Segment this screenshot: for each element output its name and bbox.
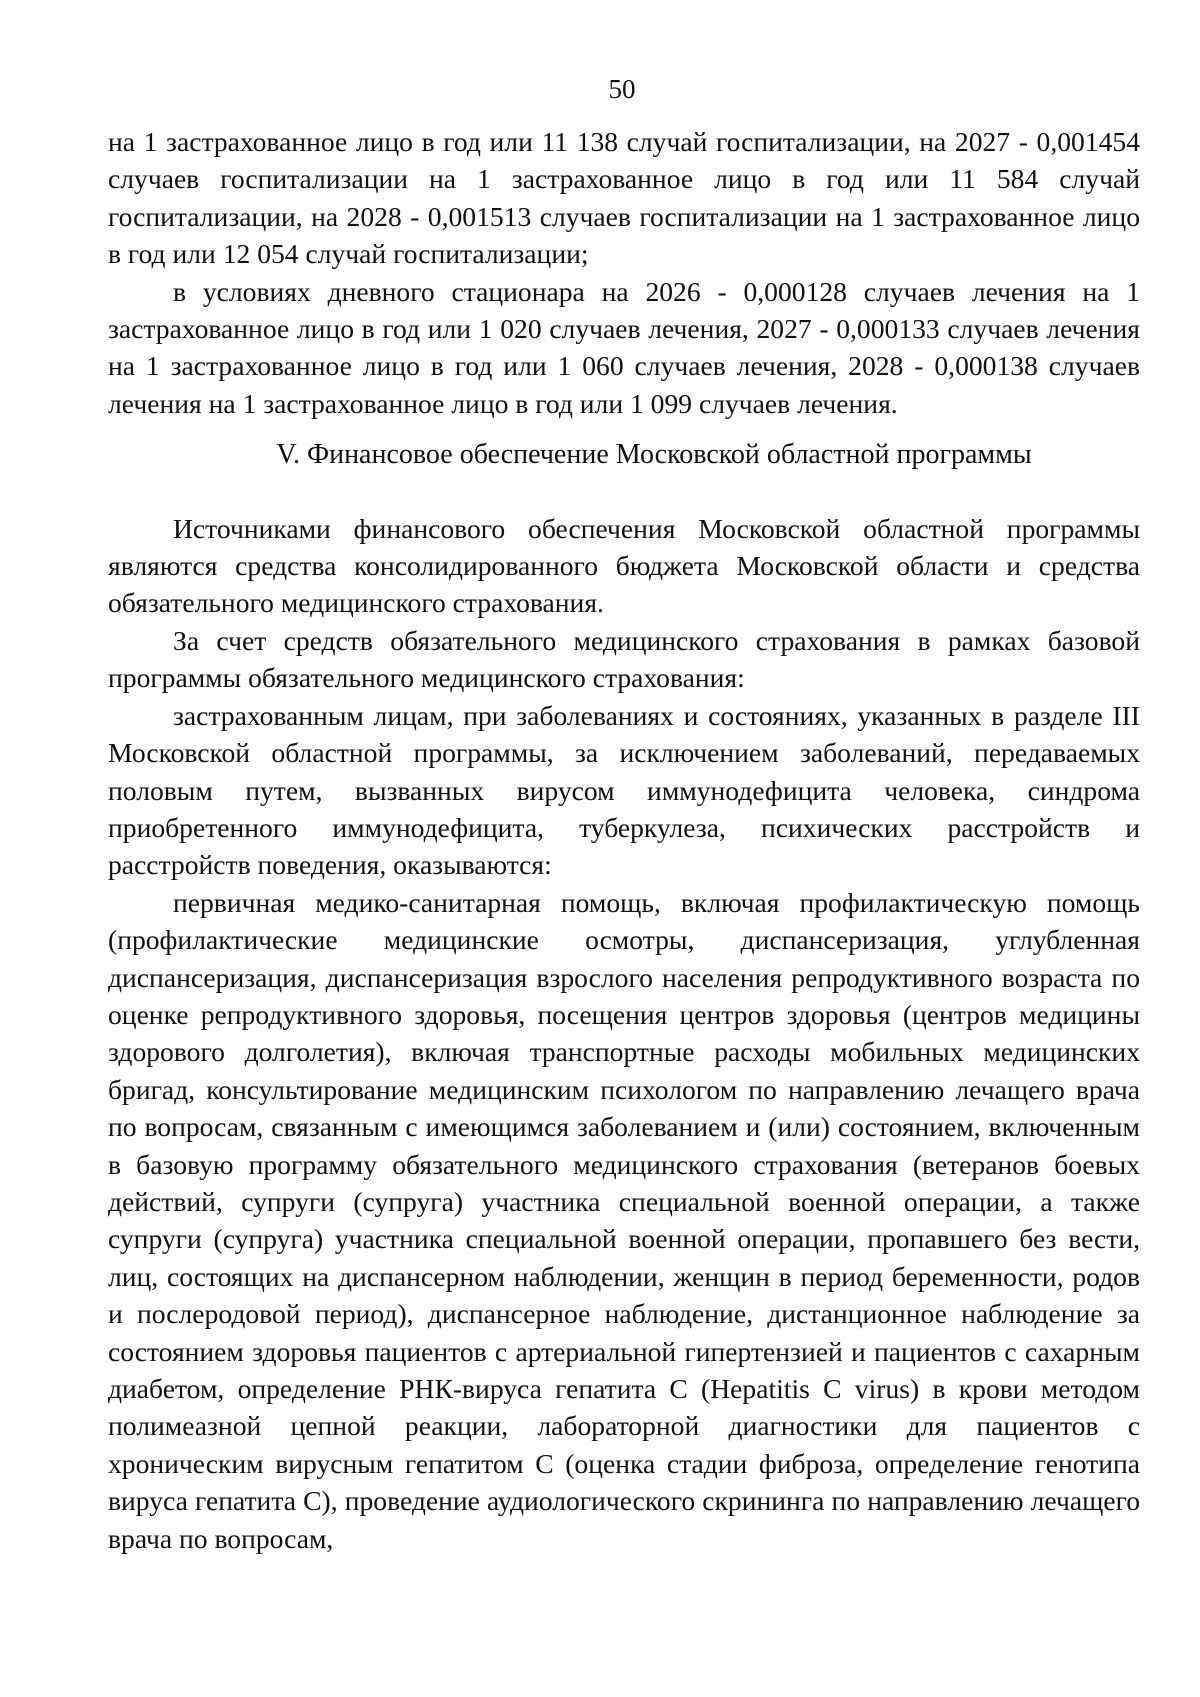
document-body xyxy=(108,123,1140,1557)
paragraph: За счет средств обязательного медицинского страхования в рамках базовой программы обязательного медицинского страхования: xyxy=(108,624,1140,694)
paragraph: на 1 застрахованное лицо в год или 11 138 случай госпитализации, на 2027 - 0,001454 случаев госпитализации на 1 застрахованное лицо в год или 11 584 случай госпитализации, на 2028 - 0,001513 случаев госпитализации на 1 застрахованное лицо в год или 12 054 случай госпитализации; xyxy=(108,126,1140,270)
paragraph: Источниками финансового обеспечения Московской областной программы являются средства консолидированного бюджета Московской области и средства обязательного медицинского страхования. xyxy=(108,512,1140,619)
section-heading: V. Финансовое обеспечение Московской областной программы xyxy=(276,439,1032,471)
page-number: 50 xyxy=(608,74,636,104)
paragraph: в условиях дневного стационара на 2026 - 0,000128 случаев лечения на 1 застрахованное лицо в год или 1 020 случаев лечения, 2027 - 0,000133 случаев лечения на 1 застрахованное лицо в год или 1 060 случаев лечения, 2028 - 0,000138 случаев лечения на 1 застрахованное лицо в год или 1 099 случаев лечения. xyxy=(108,275,1140,419)
paragraph: первичная медико-санитарная помощь, включая профилактическую помощь (профилактические медицинские осмотры, диспансеризация, углубленная диспансеризация, диспансеризация взрослого населения репродуктивного возраста по оценке репродуктивного здоровья, посещения центров здоровья (центров медицины здорового долголетия), включая транспортные расходы мобильных медицинских бригад, консультирование медицинским психологом по направлению лечащего врача по вопросам, связанным с имеющимся заболеванием и (или) состоянием, включенным в базовую программу обязательного медицинского страхования (ветеранов боевых действий, супруги (супруга) участника специальной военной операции, а также супруги (супруга) участника специальной военной операции, пропавшего без вести, лиц, состоящих на диспансерном наблюдении, женщин в период беременности, родов и послеродовой период), диспансерное наблюдение, дистанционное наблюдение за состоянием здоровья пациентов с артериальной гипертензией и пациентов с сахарным диабетом, определение РНК-вируса гепатита С (Hepatitis C virus) в крови методом полимеазной цепной реакции, лабораторной диагностики для пациентов с хроническим вирусным гепатитом С (оценка стадии фиброза, определение генотипа вируса гепатита С), проведение аудиологического скрининга по направлению лечащего врача по вопросам, xyxy=(108,886,1140,1554)
paragraph: застрахованным лицам, при заболеваниях и состояниях, указанных в разделе III Московской областной программы, за исключением заболеваний, передаваемых половым путем, вызванных вирусом иммунодефицита человека, синдрома приобретенного иммунодефицита, туберкулеза, психических расстройств и расстройств поведения, оказываются: xyxy=(108,699,1140,881)
